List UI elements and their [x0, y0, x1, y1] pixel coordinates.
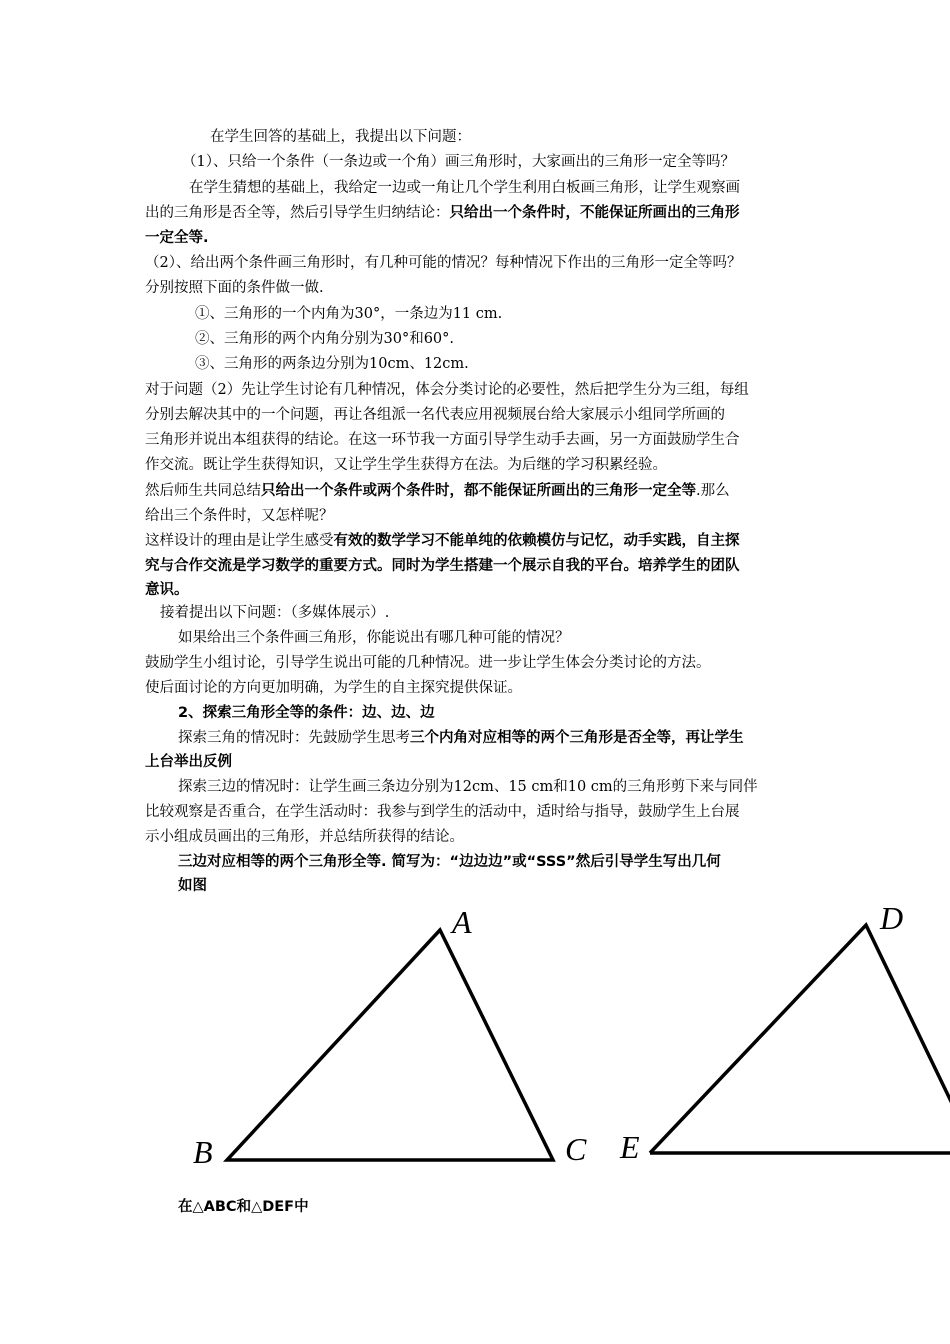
plain-text: 出的三角形是否全等，然后引导学生归纳结论：: [145, 205, 450, 221]
closing-line: 在△ABC和△DEF中: [178, 1199, 309, 1215]
emphasis-line: 上台举出反例: [145, 754, 232, 770]
paragraph-line: 在学生回答的基础上，我提出以下问题：: [210, 129, 471, 145]
paragraph-line: 对于问题（2）先让学生讨论有几种情况，体会分类讨论的必要性，然后把学生分为三组，每组: [145, 382, 749, 398]
paragraph-line: [145, 531, 740, 551]
vertex-label-c: C: [565, 1131, 587, 1167]
plain-text: 探索三角的情况时：先鼓励学生思考: [178, 730, 410, 746]
paragraph-line: 分别去解决其中的一个问题，再让各组派一名代表应用视频展台给大家展示小组同学所画的: [145, 407, 725, 423]
emphasis-line: 究与合作交流是学习数学的重要方式。同时为学生搭建一个展示自我的平台。培养学生的团队: [145, 558, 740, 574]
paragraph-line: 接着提出以下问题：（多媒体展示）.: [160, 605, 390, 621]
vertex-label-a: A: [452, 904, 472, 940]
plain-text: .那么: [696, 483, 730, 499]
emphasis-text: 有效的数学学习不能单纯的依赖模仿与记忆，动手实践，自主探: [333, 533, 740, 549]
conclusion-line: 如图: [178, 878, 207, 894]
paragraph-line: 鼓励学生小组讨论，引导学生说出可能的几种情况。进一步让学生体会分类讨论的方法。: [145, 655, 711, 671]
paragraph-line: 如果给出三个条件画三角形，你能说出有哪几种可能的情况？: [178, 630, 570, 646]
plain-text: 然后师生共同总结: [145, 483, 261, 499]
conclusion-line: 三边对应相等的两个三角形全等. 简写为：“边边边”或“SSS”然后引导学生写出几何: [178, 854, 721, 870]
emphasis-line: 一定全等.: [145, 230, 209, 246]
triangles-figure: [0, 895, 950, 1185]
plain-text: 这样设计的理由是让学生感受: [145, 533, 334, 549]
paragraph-line: 分别按照下面的条件做一做.: [145, 280, 324, 296]
paragraph-line: 示小组成员画出的三角形，并总结所获得的结论。: [145, 829, 464, 845]
paragraph-line: [145, 481, 730, 501]
paragraph-line: 探索三边的情况时：让学生画三条边分别为12cm、15 cm和10 cm的三角形剪下来与同伴: [178, 779, 758, 795]
emphasis-text: 三个内角对应相等的两个三角形是否全等，再让学生: [410, 730, 744, 746]
vertex-label-e: E: [620, 1129, 640, 1165]
condition-item-2: ②、三角形的两个内角分别为30°和60°.: [195, 331, 455, 347]
paragraph-line: 使后面讨论的方向更加明确，为学生的自主探究提供保证。: [145, 680, 522, 696]
section-heading: 2、探索三角形全等的条件：边、边、边: [178, 705, 435, 721]
emphasis-text: 只给出一个条件时，不能保证所画出的三角形: [449, 205, 740, 221]
paragraph-line: [178, 728, 744, 748]
emphasis-text: 只给出一个条件或两个条件时，都不能保证所画出的三角形一定全等: [261, 483, 696, 499]
vertex-label-d: D: [880, 900, 904, 936]
question-2: （2）、给出两个条件画三角形时，有几种可能的情况？每种情况下作出的三角形一定全等吗？: [145, 255, 742, 271]
triangle-abc: [227, 930, 553, 1160]
paragraph-line: 给出三个条件时，又怎样呢？: [145, 508, 334, 524]
paragraph-line: 比较观察是否重合，在学生活动时：我参与到学生的活动中，适时给与指导，鼓励学生上台展: [145, 804, 740, 820]
vertex-label-b: B: [193, 1134, 213, 1170]
paragraph-line: [145, 203, 740, 223]
paragraph-line: 三角形并说出本组获得的结论。在这一环节我一方面引导学生动手去画，另一方面鼓励学生合: [145, 432, 740, 448]
triangle-def-side-ed-df: [650, 925, 950, 1153]
question-1: （1）、只给一个条件（一条边或一个角）画三角形时，大家画出的三角形一定全等吗？: [182, 154, 735, 170]
paragraph-line: 作交流。既让学生获得知识，又让学生学生获得方在法。为后继的学习积累经验。: [145, 457, 667, 473]
condition-item-1: ①、三角形的一个内角为30°，一条边为11 cm.: [195, 306, 503, 322]
emphasis-line: 意识。: [145, 582, 189, 598]
paragraph-line: 在学生猜想的基础上，我给定一边或一角让几个学生利用白板画三角形，让学生观察画: [189, 180, 740, 196]
condition-item-3: ③、三角形的两条边分别为10cm、12cm.: [195, 356, 469, 372]
